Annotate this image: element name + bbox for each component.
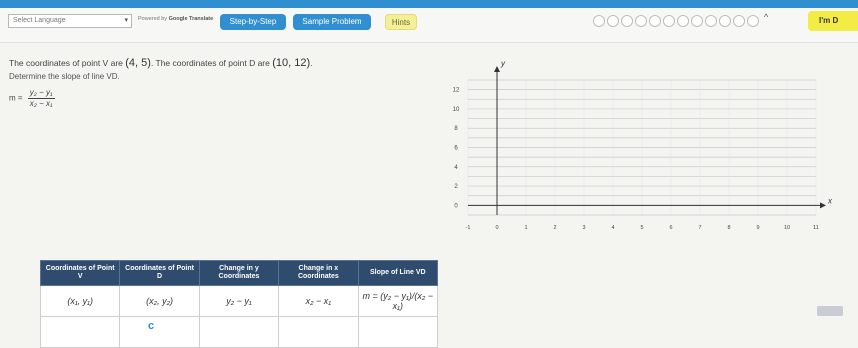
x-tick-label: -1 [465, 225, 471, 230]
y-tick-label: 12 [452, 87, 460, 94]
formula-fraction [28, 88, 55, 109]
progress-dot [677, 15, 689, 27]
progress-dot [747, 15, 759, 27]
sample-problem-button[interactable]: Sample Problem [293, 14, 371, 30]
y-tick-label: 2 [454, 184, 458, 191]
progress-dot [663, 15, 675, 27]
loading-icon: c [148, 320, 155, 332]
progress-dot [733, 15, 745, 27]
formula-numerator: y₂ − y₁ [29, 88, 53, 97]
chevron-down-icon: ▾ [124, 17, 128, 24]
hints-button[interactable]: Hints [385, 14, 417, 30]
cell-point-d: (x₂, y₂) [120, 286, 199, 317]
x-tick-label: 9 [756, 225, 760, 230]
x-tick-label: 2 [553, 225, 557, 230]
x-tick-label: 7 [698, 225, 702, 230]
x-axis-label: x [828, 196, 832, 206]
cell-change-y: y₂ − y₁ [199, 286, 278, 317]
formula-lhs: m = [9, 93, 23, 103]
input-cell[interactable] [358, 317, 437, 348]
top-color-bar [0, 0, 858, 8]
im-done-button[interactable]: I'm D [808, 11, 858, 31]
progress-dot [621, 15, 633, 27]
y-tick-label: 4 [454, 164, 458, 171]
cell-slope: m = (y₂ − y₁)/(x₂ − x₁) [358, 286, 437, 317]
x-tick-label: 3 [582, 225, 586, 230]
x-axis-arrow [820, 202, 826, 208]
caret-up-icon[interactable]: ^ [764, 12, 769, 22]
slope-table [40, 260, 438, 348]
coord-d: (10, 12) [272, 57, 311, 69]
input-cell[interactable] [279, 317, 358, 348]
table-row [41, 317, 438, 348]
cell-change-x: x₂ − x₁ [279, 286, 358, 317]
x-tick-label: 6 [669, 225, 673, 230]
col-header-slope: Slope of Line VD [358, 261, 437, 286]
progress-dot [705, 15, 717, 27]
x-tick-label: 5 [640, 225, 644, 230]
cell-point-v: (x₁, y₁) [41, 286, 120, 317]
language-select[interactable] [8, 14, 132, 28]
slope-formula [9, 88, 55, 109]
y-tick-label: 6 [454, 145, 458, 152]
col-header-point-v: Coordinates of Point V [41, 261, 120, 286]
col-header-point-d: Coordinates of Point D [120, 261, 199, 286]
x-tick-label: 8 [727, 225, 731, 230]
problem-statement [9, 57, 313, 69]
question-text: Determine the slope of line VD. [9, 72, 120, 81]
problem-text-c: . [310, 58, 313, 68]
problem-text-a: The coordinates of point V are [9, 58, 126, 68]
input-cell[interactable] [120, 317, 199, 348]
progress-dot [593, 15, 605, 27]
progress-dot [607, 15, 619, 27]
y-axis-label: y [501, 60, 505, 68]
x-tick-label: 1 [524, 225, 528, 230]
x-tick-label: 4 [611, 225, 615, 230]
input-cell[interactable] [199, 317, 278, 348]
side-toggle-button[interactable] [817, 306, 843, 316]
problem-text-b: . The coordinates of point D are [150, 58, 273, 68]
coord-v: (4, 5) [125, 57, 151, 69]
x-tick-label: 11 [813, 225, 819, 230]
table-row [41, 286, 438, 317]
x-tick-label: 10 [783, 225, 791, 230]
x-tick-label: 0 [495, 225, 499, 230]
translate-brand[interactable]: Google Translate [168, 16, 214, 22]
col-header-change-y: Change in y Coordinates [199, 261, 278, 286]
powered-by-text: Powered by [138, 16, 168, 22]
progress-dot [691, 15, 703, 27]
progress-dot [635, 15, 647, 27]
formula-denominator: x₂ − x₁ [29, 99, 53, 108]
progress-dot [719, 15, 731, 27]
input-cell[interactable] [41, 317, 120, 348]
y-axis-arrow [494, 66, 500, 72]
language-select-label: Select Language [13, 17, 66, 24]
y-tick-label: 8 [454, 126, 458, 133]
step-by-step-button[interactable]: Step-by-Step [220, 14, 286, 30]
y-tick-label: 10 [452, 106, 460, 113]
coordinate-graph[interactable] [448, 60, 836, 230]
powered-by-label [138, 16, 213, 22]
y-tick-label: 0 [454, 203, 458, 210]
progress-dot [649, 15, 661, 27]
col-header-change-x: Change in x Coordinates [279, 261, 358, 286]
